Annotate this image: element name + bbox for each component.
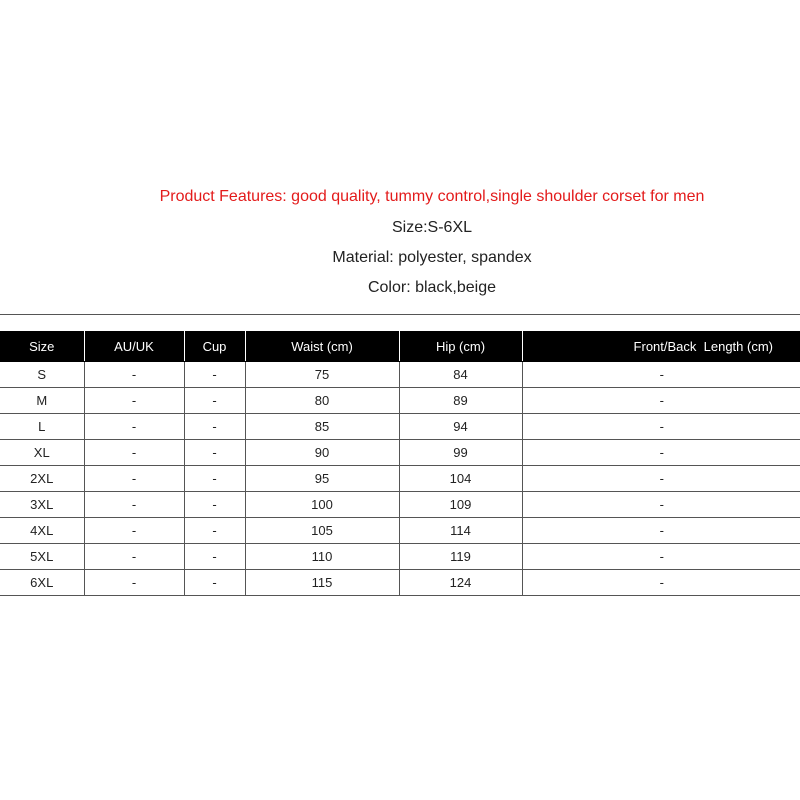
cell-length: - <box>522 518 800 544</box>
table-row <box>0 570 800 596</box>
cell-length: - <box>522 440 800 466</box>
cell-size: 3XL <box>0 492 84 518</box>
cell-size: S <box>0 362 84 388</box>
cell-cup: - <box>184 414 245 440</box>
cell-waist: 105 <box>245 518 399 544</box>
size-range: Size:S-6XL <box>391 219 473 236</box>
cell-hip: 119 <box>399 544 522 570</box>
table-row <box>0 466 800 492</box>
cell-length: - <box>522 466 800 492</box>
cell-hip: 114 <box>399 518 522 544</box>
table-row <box>0 492 800 518</box>
cell-hip: 84 <box>399 362 522 388</box>
cell-hip: 94 <box>399 414 522 440</box>
cell-au-uk: - <box>84 414 184 440</box>
header-front-back-length: Front/Back Length (cm) <box>522 331 800 362</box>
cell-size: 5XL <box>0 544 84 570</box>
cell-cup: - <box>184 570 245 596</box>
cell-cup: - <box>184 440 245 466</box>
divider <box>0 314 800 315</box>
cell-cup: - <box>184 466 245 492</box>
cell-au-uk: - <box>84 544 184 570</box>
table-row <box>0 544 800 570</box>
cell-length: - <box>522 362 800 388</box>
cell-length: - <box>522 570 800 596</box>
header-au-uk: AU/UK <box>84 331 184 362</box>
header-waist: Waist (cm) <box>245 331 399 362</box>
cell-waist: 110 <box>245 544 399 570</box>
material: Material: polyester, spandex <box>332 249 532 266</box>
table-row <box>0 414 800 440</box>
header-cup: Cup <box>184 331 245 362</box>
table-row <box>0 362 800 388</box>
table-row <box>0 388 800 414</box>
cell-hip: 109 <box>399 492 522 518</box>
cell-waist: 90 <box>245 440 399 466</box>
cell-hip: 89 <box>399 388 522 414</box>
cell-cup: - <box>184 388 245 414</box>
cell-au-uk: - <box>84 388 184 414</box>
cell-au-uk: - <box>84 362 184 388</box>
size-chart-table <box>0 331 800 596</box>
cell-size: 4XL <box>0 518 84 544</box>
cell-length: - <box>522 388 800 414</box>
cell-waist: 80 <box>245 388 399 414</box>
table-header-row <box>0 331 800 362</box>
cell-size: 6XL <box>0 570 84 596</box>
cell-waist: 115 <box>245 570 399 596</box>
color-options: Color: black,beige <box>367 279 497 296</box>
cell-waist: 95 <box>245 466 399 492</box>
product-features: Product Features: good quality, tummy control,single shoulder corset for men <box>159 188 705 205</box>
cell-length: - <box>522 492 800 518</box>
cell-cup: - <box>184 492 245 518</box>
cell-hip: 99 <box>399 440 522 466</box>
cell-length: - <box>522 414 800 440</box>
cell-size: L <box>0 414 84 440</box>
cell-size: XL <box>0 440 84 466</box>
cell-cup: - <box>184 362 245 388</box>
cell-size: 2XL <box>0 466 84 492</box>
cell-cup: - <box>184 518 245 544</box>
cell-au-uk: - <box>84 492 184 518</box>
header-size: Size <box>0 331 84 362</box>
cell-waist: 85 <box>245 414 399 440</box>
cell-hip: 104 <box>399 466 522 492</box>
table-row <box>0 440 800 466</box>
cell-au-uk: - <box>84 518 184 544</box>
header-hip: Hip (cm) <box>399 331 522 362</box>
cell-au-uk: - <box>84 570 184 596</box>
table-row <box>0 518 800 544</box>
cell-au-uk: - <box>84 466 184 492</box>
cell-length: - <box>522 544 800 570</box>
cell-au-uk: - <box>84 440 184 466</box>
cell-size: M <box>0 388 84 414</box>
cell-waist: 75 <box>245 362 399 388</box>
cell-cup: - <box>184 544 245 570</box>
cell-waist: 100 <box>245 492 399 518</box>
cell-hip: 124 <box>399 570 522 596</box>
